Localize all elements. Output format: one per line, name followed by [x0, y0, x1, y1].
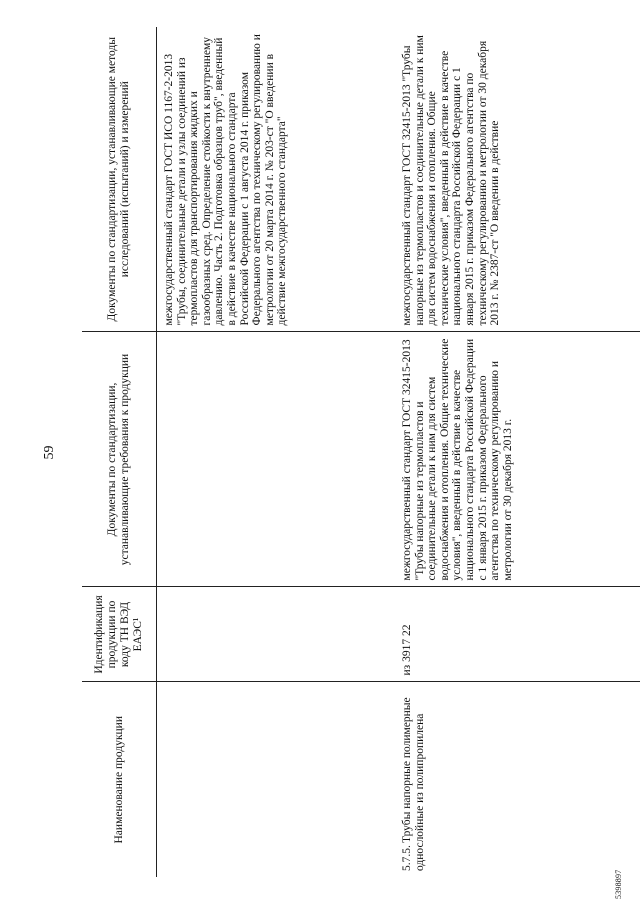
standards-table [82, 27, 640, 877]
table-header-row [82, 27, 157, 877]
cell-method-docs: межгосударственный стандарт ГОСТ ИСО 1167-2-2013 "Трубы, соединительные детали и узлы соединений из термопластов для транспортирования жидких и газообразных сред. Определение стойкости к внутреннему давлению. Часть 2. Подготовка образцов труб", введенный в действие в качестве национального стандарта Российской Федерации с 1 августа 2014 г. приказом Федерального агентства по техническому регулированию и метрологии от 20 марта 2014 г. № 203-ст "О введении в действие межгосударственного стандарта" [157, 27, 396, 332]
cell-method-docs: межгосударственный стандарт ГОСТ 32415-2013 "Трубы напорные из термопластов и соединительные детали к ним для систем водоснабжения и отопления. Общие технические условия", введенный в действие в качестве национального стандарта Российской Федерации с 1 января 2015 г. приказом Федерального агентства по техническому регулированию и метрологии от 30 декабря 2013 г. № 2387-ст "О введении в действие [395, 27, 640, 332]
row-number: 5.7.5. [401, 845, 413, 871]
cell-product-name [157, 682, 396, 877]
header-requirement-docs: Документы по стандартизации, устанавливающие требования к продукции [82, 332, 157, 587]
cell-product-name [395, 682, 640, 877]
header-tn-ved-code: Идентификация продукции по коду ТН ВЭД ЕАЭС¹ [82, 587, 157, 682]
table-row [395, 27, 640, 877]
cell-code [157, 587, 396, 682]
cell-requirement-docs: межгосударственный стандарт ГОСТ 32415-2013 "Трубы напорные из термопластов и соединительные детали к ним для систем водоснабжения и отопления. Общие технические условия", введенный в действие в качестве национального стандарта Российской Федерации с 1 января 2015 г. приказом Федерального агентства по техническому регулированию и метрологии от 30 декабря 2013 г. [395, 332, 640, 587]
table-row [157, 27, 396, 877]
header-product-name: Наименование продукции [82, 682, 157, 877]
header-method-docs: Документы по стандартизации, устанавливающие методы исследований (испытаний) и измерений [82, 27, 157, 332]
product-name: Трубы напорные полимерные однослойные из полипропилена [401, 697, 426, 871]
page-number: 59 [42, 445, 57, 460]
cell-code: из 3917 22 [395, 587, 640, 682]
document-id: 5398897 [614, 869, 623, 899]
cell-requirement-docs [157, 332, 396, 587]
